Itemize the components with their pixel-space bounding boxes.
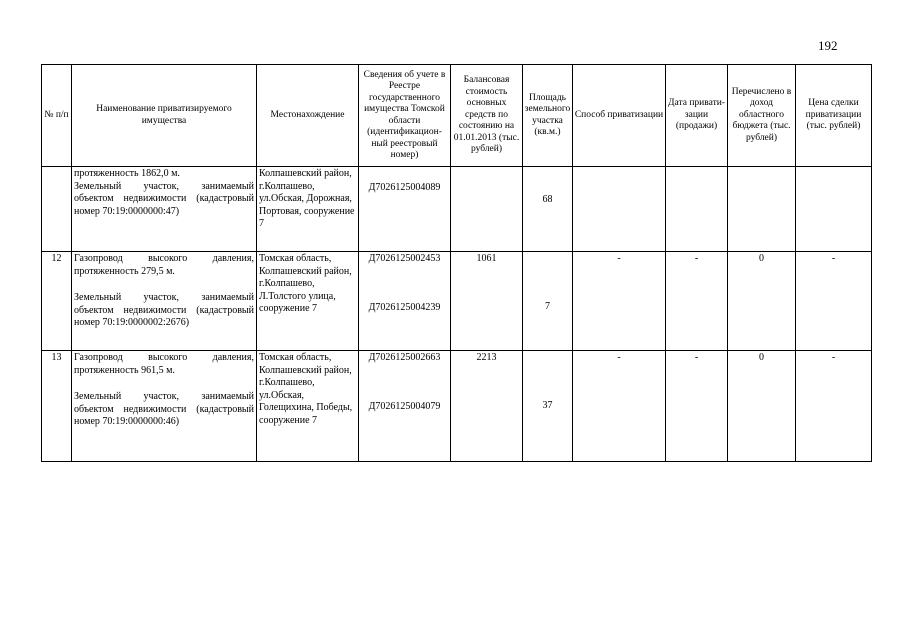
header-transferred: Перечислено в доход областного бюджета (тыс. рублей) (728, 65, 796, 167)
row-name-object: протяженность 1862,0 м. (74, 168, 180, 179)
header-registry: Сведения об учете в Реестре государственного имущества Томской области (идентификацион-ный реестровый номер) (359, 65, 451, 167)
row-registry-land: Д7026125004089 (368, 182, 441, 193)
row-transferred: 0 (728, 252, 796, 351)
row-name (72, 252, 257, 351)
row-transferred (728, 167, 796, 252)
table-row (42, 351, 872, 462)
row-num: 13 (42, 351, 72, 462)
row-area-value: 37 (542, 400, 553, 411)
row-price: - (796, 252, 872, 351)
row-method (573, 167, 666, 252)
row-name-land: Земельный участок, занимаемый объектом недвижимости (кадастровый номер 70:19:0000002:2676) (74, 292, 254, 328)
row-location: Томская область, Колпашевский район, г.Колпашево, ул.Обская, Голещихина, Победы, сооружение 7 (257, 351, 359, 462)
header-area: Площадь земельного участка (кв.м.) (523, 65, 573, 167)
row-num: 12 (42, 252, 72, 351)
row-name-object: Газопровод высокого давления, протяженность 279,5 м. (74, 253, 254, 277)
header-row (42, 65, 872, 167)
row-name-object: Газопровод высокого давления, протяженность 961,5 м. (74, 352, 254, 376)
table-row (42, 167, 872, 252)
row-registry (359, 252, 451, 351)
row-area (523, 167, 573, 252)
privatization-table (41, 64, 872, 462)
row-date (666, 167, 728, 252)
row-num (42, 167, 72, 252)
row-registry (359, 167, 451, 252)
row-registry-object: Д7026125002453 (368, 253, 441, 264)
row-location: Томская область, Колпашевский район, г.Колпашево, Л.Толстого улица, сооружение 7 (257, 252, 359, 351)
row-area-value: 7 (545, 301, 550, 312)
table-row (42, 252, 872, 351)
row-date: - (666, 252, 728, 351)
page-number: 192 (818, 38, 838, 53)
row-name-land: Земельный участок, занимаемый объектом недвижимости (кадастровый номер 70:19:0000000:47) (74, 180, 254, 217)
row-registry-land: Д7026125004079 (368, 400, 441, 412)
row-balance: 1061 (451, 252, 523, 351)
row-date: - (666, 351, 728, 462)
header-method: Способ приватизации (573, 65, 666, 167)
row-name (72, 351, 257, 462)
row-price: - (796, 351, 872, 462)
row-registry (359, 351, 451, 462)
row-method: - (573, 351, 666, 462)
row-area (523, 351, 573, 462)
header-date: Дата привати-зации (продажи) (666, 65, 728, 167)
row-method: - (573, 252, 666, 351)
row-registry-land: Д7026125004239 (368, 301, 441, 313)
row-area-value: 68 (542, 194, 553, 205)
row-balance: 2213 (451, 351, 523, 462)
row-location: Колпашевский район, г.Колпашево, ул.Обская, Дорожная, Портовая, сооружение 7 (257, 167, 359, 252)
row-transferred: 0 (728, 351, 796, 462)
header-balance: Балансовая стоимость основных средств по состоянию на 01.01.2013 (тыс. рублей) (451, 65, 523, 167)
header-num: № п/п (42, 65, 72, 167)
row-balance (451, 167, 523, 252)
row-name-land: Земельный участок, занимаемый объектом недвижимости (кадастровый номер 70:19:0000000:46) (74, 391, 254, 427)
header-location: Местонахождение (257, 65, 359, 167)
row-price (796, 167, 872, 252)
row-name (72, 167, 257, 252)
header-name: Наименование приватизируемого имущества (72, 65, 257, 167)
row-registry-object: Д7026125002663 (368, 352, 441, 363)
row-area (523, 252, 573, 351)
header-price: Цена сделки приватизации (тыс. рублей) (796, 65, 872, 167)
